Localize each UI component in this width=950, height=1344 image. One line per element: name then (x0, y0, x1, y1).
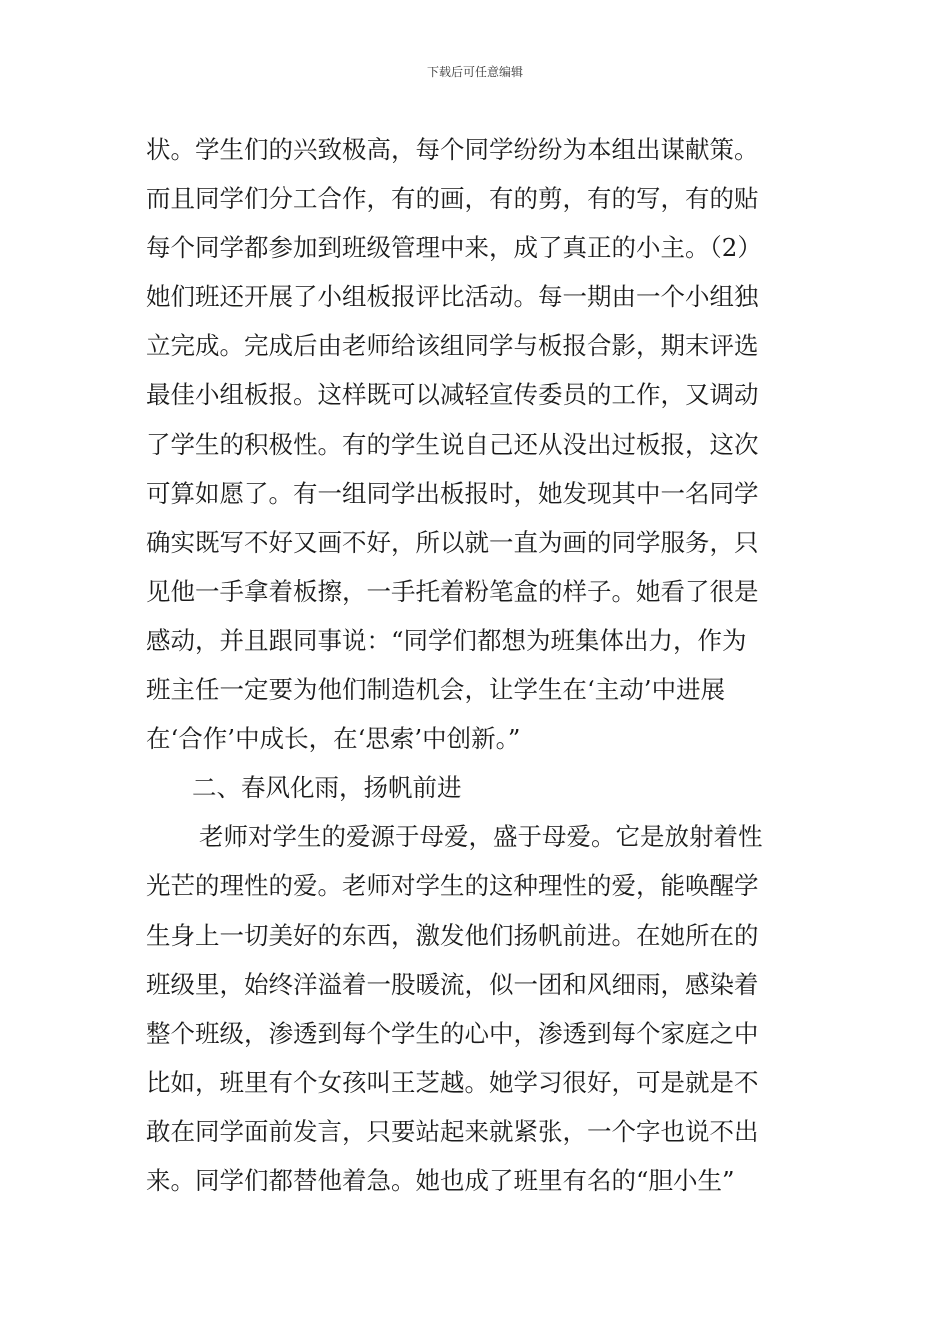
section-heading: 二、春风化雨，扬帆前进 (192, 773, 462, 803)
text-line: 了学生的积极性。有的学生说自己还从没出过板报，这次 (146, 429, 759, 459)
text-line: 每个同学都参加到班级管理中来，成了真正的小主。（2） (146, 233, 762, 263)
text-line: 立完成。完成后由老师给该组同学与板报合影，期末评选 (146, 331, 759, 361)
text-line: 光芒的理性的爱。老师对学生的这种理性的爱，能唤醒学 (146, 871, 759, 901)
text-line: 生身上一切美好的东西，激发他们扬帆前进。在她所在的 (146, 920, 759, 950)
text-line: 确实既写不好又画不好，所以就一直为画的同学服务，只 (146, 527, 759, 557)
text-line: 来。同学们都替他着急。她也成了班里有名的“胆小生” (146, 1165, 735, 1195)
text-line: 在‘合作’中成长，在‘思索’中创新。” (146, 724, 521, 754)
body-text (146, 125, 816, 1205)
text-line: 班主任一定要为他们制造机会，让学生在‘主动’中进展 (146, 675, 726, 705)
text-line: 敢在同学面前发言，只要站起来就紧张，一个字也说不出 (146, 1116, 759, 1146)
text-line: 最佳小组板报。这样既可以减轻宣传委员的工作，又调动 (146, 380, 759, 410)
text-line: 见他一手拿着板擦，一手托着粉笔盒的样子。她看了很是 (146, 576, 759, 606)
text-line: 整个班级，渗透到每个学生的心中，渗透到每个家庭之中 (146, 1018, 759, 1048)
text-line: 班级里，始终洋溢着一股暖流，似一团和风细雨，感染着 (146, 969, 759, 999)
text-line: 状。学生们的兴致极高，每个同学纷纷为本组出谋献策。 (146, 135, 759, 164)
text-line: 而且同学们分工合作，有的画，有的剪，有的写，有的贴 (146, 184, 759, 214)
text-line: 她们班还开展了小组板报评比活动。每一期由一个小组独 (146, 282, 759, 312)
page-header: 下载后可任意编辑 (426, 65, 523, 79)
text-line: 可算如愿了。有一组同学出板报时，她发现其中一名同学 (146, 478, 759, 508)
text-line: 感动，并且跟同事说：“同学们都想为班集体出力，作为 (146, 625, 747, 655)
paragraph-first-line: 老师对学生的爱源于母爱，盛于母爱。它是放射着性 (199, 822, 763, 852)
text-line: 比如，班里有个女孩叫王芝越。她学习很好，可是就是不 (146, 1067, 759, 1097)
